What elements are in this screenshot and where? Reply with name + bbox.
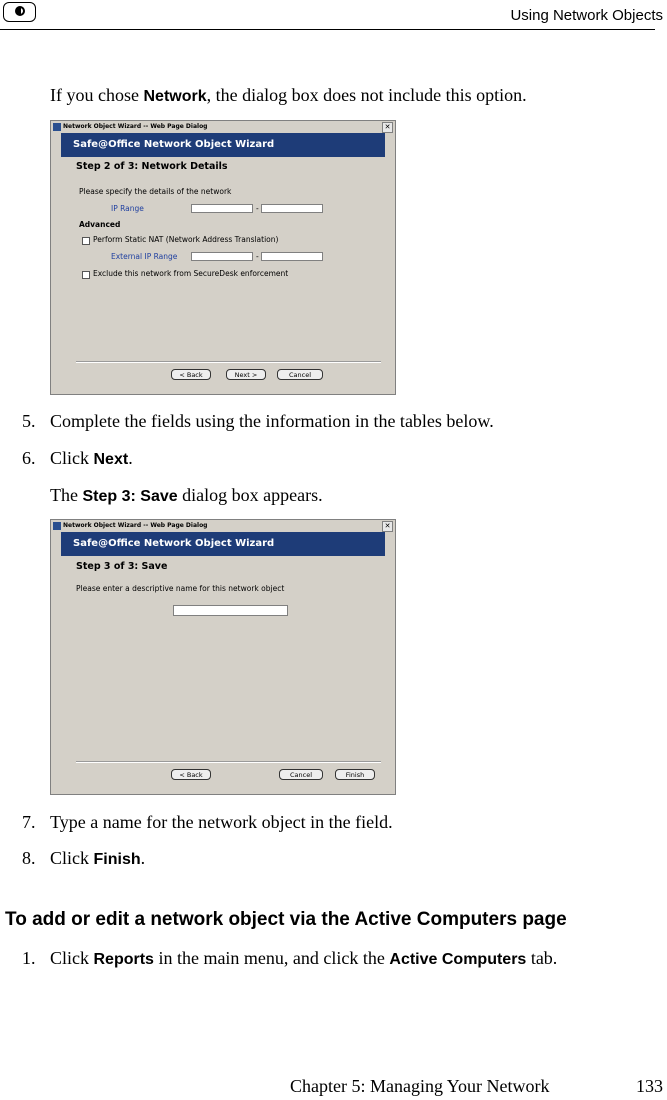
window-icon — [53, 123, 61, 131]
external-ip-label: External IP Range — [111, 252, 178, 261]
header-icon — [3, 2, 36, 22]
external-ip-start-input[interactable] — [191, 252, 253, 261]
finish-button[interactable]: Finish — [335, 769, 375, 780]
dialog-title: Network Object Wizard -- Web Page Dialog — [63, 522, 208, 529]
header-title: Using Network Objects — [510, 7, 663, 24]
close-icon[interactable]: ✕ — [382, 521, 393, 532]
ip-range-label: IP Range — [111, 204, 144, 213]
window-icon — [53, 522, 61, 530]
cancel-button[interactable]: Cancel — [277, 369, 323, 380]
intro-bold-network: Network — [143, 88, 207, 105]
nat-label: Perform Static NAT (Network Address Translation) — [93, 235, 279, 244]
wizard-banner: Safe@Office Network Object Wizard — [61, 133, 385, 157]
nat-checkbox[interactable] — [82, 237, 90, 245]
object-name-input[interactable] — [173, 605, 288, 616]
intro-paragraph: If you chose Network, the dialog box does not include this option. — [50, 85, 527, 105]
section-heading: To add or edit a network object via the Active Computers page — [5, 909, 567, 930]
save-dialog — [50, 519, 396, 795]
step-title: Step 3 of 3: Save — [76, 561, 168, 572]
exclude-checkbox[interactable] — [82, 271, 90, 279]
back-button[interactable]: < Back — [171, 769, 211, 780]
prompt-text: Please enter a descriptive name for this network object — [76, 584, 285, 593]
dialog-title: Network Object Wizard -- Web Page Dialog — [63, 123, 208, 130]
range-dash: - — [256, 204, 259, 213]
back-button[interactable]: < Back — [171, 369, 211, 380]
exclude-label: Exclude this network from SecureDesk enforcement — [93, 269, 289, 278]
step-6-result: The Step 3: Save dialog box appears. — [50, 485, 323, 505]
page-number: 133 — [636, 1076, 663, 1096]
ip-range-start-input[interactable] — [191, 204, 253, 213]
external-ip-end-input[interactable] — [261, 252, 323, 261]
header-rule — [0, 29, 655, 30]
range-dash: - — [256, 252, 259, 261]
next-button[interactable]: Next > — [226, 369, 266, 380]
footer-chapter: Chapter 5: Managing Your Network — [290, 1076, 550, 1096]
ip-range-end-input[interactable] — [261, 204, 323, 213]
close-icon[interactable]: ✕ — [382, 122, 393, 133]
advanced-label: Advanced — [79, 220, 121, 229]
cancel-button[interactable]: Cancel — [279, 769, 323, 780]
wizard-banner: Safe@Office Network Object Wizard — [61, 532, 385, 556]
separator — [76, 361, 381, 363]
prompt-text: Please specify the details of the network — [79, 187, 232, 196]
separator — [76, 761, 381, 763]
step-title: Step 2 of 3: Network Details — [76, 161, 228, 172]
network-details-dialog — [50, 120, 396, 395]
